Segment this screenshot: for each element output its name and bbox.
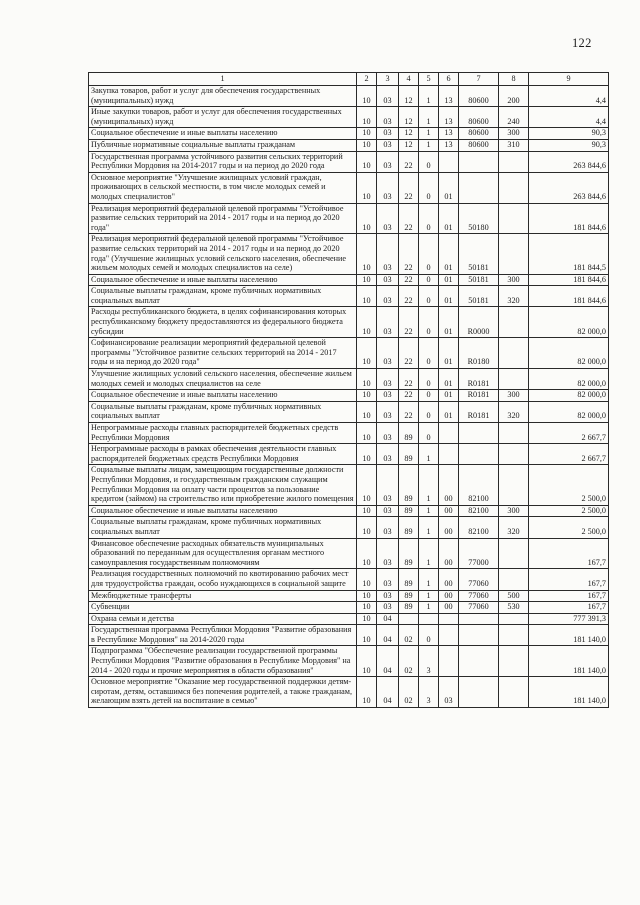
- row-code-subsection: 03: [377, 128, 399, 140]
- table-row: [89, 401, 609, 422]
- row-code-activity: 01: [439, 234, 459, 274]
- row-code-subsection: 03: [377, 444, 399, 465]
- row-amount: 4,4: [529, 86, 609, 107]
- row-code-activity: 13: [439, 139, 459, 151]
- row-code-subprogram: 0: [419, 625, 439, 646]
- row-code-program: 89: [399, 590, 419, 602]
- row-code-direction: [459, 172, 499, 203]
- row-code-subprogram: 0: [419, 338, 439, 369]
- row-code-program: 22: [399, 172, 419, 203]
- row-code-activity: 00: [439, 590, 459, 602]
- row-amount: 167,7: [529, 569, 609, 590]
- column-header: 2: [357, 73, 377, 86]
- column-header: 4: [399, 73, 419, 86]
- row-code-program: 89: [399, 505, 419, 517]
- row-code-section: 10: [357, 444, 377, 465]
- row-code-subprogram: 3: [419, 646, 439, 677]
- row-code-program: 12: [399, 139, 419, 151]
- row-code-section: 10: [357, 107, 377, 128]
- row-code-expense-type: [499, 423, 529, 444]
- row-code-program: 12: [399, 128, 419, 140]
- row-code-subprogram: 0: [419, 286, 439, 307]
- row-amount: 181 140,0: [529, 677, 609, 708]
- row-code-direction: R0181: [459, 369, 499, 390]
- row-code-section: 10: [357, 423, 377, 444]
- row-code-subsection: 03: [377, 151, 399, 172]
- row-amount: 263 844,6: [529, 172, 609, 203]
- table-row: [89, 569, 609, 590]
- row-code-section: 10: [357, 517, 377, 538]
- row-code-subsection: 03: [377, 234, 399, 274]
- row-code-section: 10: [357, 139, 377, 151]
- row-code-direction: [459, 646, 499, 677]
- row-name: Иные закупки товаров, работ и услуг для обеспечения государственных (муниципальных) нужд: [89, 107, 357, 128]
- row-code-section: 10: [357, 286, 377, 307]
- row-code-direction: 80600: [459, 86, 499, 107]
- row-code-activity: 01: [439, 274, 459, 286]
- row-code-activity: 13: [439, 128, 459, 140]
- row-code-activity: 13: [439, 86, 459, 107]
- table-row: [89, 338, 609, 369]
- row-code-direction: 50181: [459, 234, 499, 274]
- row-code-subsection: 03: [377, 569, 399, 590]
- row-code-activity: 01: [439, 286, 459, 307]
- row-code-expense-type: [499, 151, 529, 172]
- row-code-subprogram: 1: [419, 465, 439, 505]
- table-row: [89, 613, 609, 625]
- table-row: [89, 234, 609, 274]
- row-code-subprogram: 1: [419, 517, 439, 538]
- table-row: [89, 625, 609, 646]
- row-code-expense-type: 300: [499, 390, 529, 402]
- row-code-expense-type: [499, 625, 529, 646]
- row-amount: 82 000,0: [529, 307, 609, 338]
- row-code-expense-type: 310: [499, 139, 529, 151]
- row-code-subprogram: 3: [419, 677, 439, 708]
- row-name: Улучшение жилищных условий сельского населения, обеспечение жильем молодых семей и молодых специалистов на селе: [89, 369, 357, 390]
- row-name: Софинансирование реализации мероприятий федеральной целевой программы "Устойчивое развитие сельских территорий на 2014 - 2017 годы и на период до 2020 года": [89, 338, 357, 369]
- row-code-subsection: 03: [377, 590, 399, 602]
- row-amount: 181 844,6: [529, 274, 609, 286]
- row-code-expense-type: 320: [499, 401, 529, 422]
- row-code-program: 02: [399, 646, 419, 677]
- table-row: [89, 646, 609, 677]
- row-code-subprogram: 1: [419, 139, 439, 151]
- row-amount: 2 500,0: [529, 505, 609, 517]
- row-code-activity: 00: [439, 602, 459, 614]
- table-row: [89, 517, 609, 538]
- row-code-subprogram: 1: [419, 86, 439, 107]
- row-amount: 2 667,7: [529, 444, 609, 465]
- row-code-subsection: 03: [377, 172, 399, 203]
- row-amount: 2 667,7: [529, 423, 609, 444]
- row-code-expense-type: [499, 203, 529, 234]
- row-code-section: 10: [357, 538, 377, 569]
- row-amount: 82 000,0: [529, 390, 609, 402]
- row-code-activity: 00: [439, 517, 459, 538]
- row-amount: 90,3: [529, 128, 609, 140]
- row-code-program: 89: [399, 517, 419, 538]
- row-code-section: 10: [357, 625, 377, 646]
- row-code-section: 10: [357, 465, 377, 505]
- column-header: 5: [419, 73, 439, 86]
- column-header: 6: [439, 73, 459, 86]
- row-name: Закупка товаров, работ и услуг для обеспечения государственных (муниципальных) нужд: [89, 86, 357, 107]
- row-code-expense-type: [499, 569, 529, 590]
- row-code-program: 22: [399, 307, 419, 338]
- row-code-expense-type: 320: [499, 286, 529, 307]
- row-code-subsection: 03: [377, 139, 399, 151]
- row-code-subprogram: 0: [419, 423, 439, 444]
- row-code-activity: 01: [439, 307, 459, 338]
- row-name: Непрограммные расходы главных распорядителей бюджетных средств Республики Мордовия: [89, 423, 357, 444]
- row-code-subsection: 03: [377, 602, 399, 614]
- row-code-direction: 80600: [459, 128, 499, 140]
- table-row: [89, 505, 609, 517]
- column-header: 3: [377, 73, 399, 86]
- row-code-section: 10: [357, 646, 377, 677]
- table-row: [89, 590, 609, 602]
- row-code-direction: 82100: [459, 517, 499, 538]
- row-code-program: 12: [399, 107, 419, 128]
- row-name: Субвенции: [89, 602, 357, 614]
- row-code-section: 10: [357, 390, 377, 402]
- row-name: Социальное обеспечение и иные выплаты населению: [89, 274, 357, 286]
- table-row: [89, 286, 609, 307]
- row-code-direction: 50181: [459, 286, 499, 307]
- row-code-direction: 50180: [459, 203, 499, 234]
- row-name: Охрана семьи и детства: [89, 613, 357, 625]
- row-code-expense-type: [499, 172, 529, 203]
- row-code-subsection: 04: [377, 625, 399, 646]
- row-amount: 181 844,6: [529, 286, 609, 307]
- row-amount: 181 844,6: [529, 203, 609, 234]
- row-code-subprogram: 1: [419, 602, 439, 614]
- row-code-program: 89: [399, 538, 419, 569]
- row-code-subprogram: 0: [419, 369, 439, 390]
- row-name: Реализация мероприятий федеральной целевой программы "Устойчивое развитие сельских территорий на 2014 - 2017 годы и на период до 2020 года" (Улучшение жилищных условий сельского населения, обеспечение жильем молодых семей и молодых специалистов на селе): [89, 234, 357, 274]
- row-code-activity: 13: [439, 107, 459, 128]
- row-name: Публичные нормативные социальные выплаты гражданам: [89, 139, 357, 151]
- row-amount: 167,7: [529, 602, 609, 614]
- column-header: 1: [89, 73, 357, 86]
- row-code-subsection: 03: [377, 307, 399, 338]
- row-amount: 90,3: [529, 139, 609, 151]
- row-code-section: 10: [357, 172, 377, 203]
- row-name: Социальное обеспечение и иные выплаты населению: [89, 505, 357, 517]
- table-row: [89, 538, 609, 569]
- row-code-subsection: 03: [377, 203, 399, 234]
- table-row: [89, 390, 609, 402]
- row-code-direction: [459, 423, 499, 444]
- row-code-subprogram: 1: [419, 538, 439, 569]
- row-code-expense-type: 300: [499, 505, 529, 517]
- row-code-subprogram: [419, 613, 439, 625]
- row-code-program: 12: [399, 86, 419, 107]
- page-number: 122: [572, 36, 592, 50]
- row-code-subsection: 04: [377, 646, 399, 677]
- column-number-row: [89, 73, 609, 86]
- row-code-expense-type: 200: [499, 86, 529, 107]
- row-name: Расходы республиканского бюджета, в целях софинансирования которых республиканскому бюджету предоставляются из федерального бюджета субсидии: [89, 307, 357, 338]
- row-code-direction: 80600: [459, 107, 499, 128]
- row-name: Финансовое обеспечение расходных обязательств муниципальных образований по переданным для осуществления органам местного самоуправления государственным полномочиям: [89, 538, 357, 569]
- row-code-direction: 50181: [459, 274, 499, 286]
- row-code-expense-type: 240: [499, 107, 529, 128]
- row-code-subprogram: 0: [419, 307, 439, 338]
- row-code-activity: 01: [439, 172, 459, 203]
- row-code-section: 10: [357, 613, 377, 625]
- row-code-activity: 01: [439, 390, 459, 402]
- row-code-subsection: 03: [377, 465, 399, 505]
- row-code-expense-type: [499, 369, 529, 390]
- row-amount: 181 140,0: [529, 625, 609, 646]
- row-code-subprogram: 1: [419, 505, 439, 517]
- row-code-program: 22: [399, 390, 419, 402]
- row-amount: 181 140,0: [529, 646, 609, 677]
- row-code-direction: 77060: [459, 569, 499, 590]
- row-code-program: 22: [399, 274, 419, 286]
- row-code-activity: [439, 646, 459, 677]
- row-code-expense-type: [499, 677, 529, 708]
- row-code-activity: 01: [439, 338, 459, 369]
- row-code-expense-type: [499, 538, 529, 569]
- column-header: 7: [459, 73, 499, 86]
- row-name: Основное мероприятие "Оказание мер государственной поддержки детям-сиротам, детям, оставшимся без попечения родителей, а также гражданам, желающим взять детей на воспитание в семью": [89, 677, 357, 708]
- row-code-program: 02: [399, 677, 419, 708]
- row-code-subsection: 03: [377, 86, 399, 107]
- table-body: [89, 86, 609, 708]
- table-row: [89, 172, 609, 203]
- row-amount: 82 000,0: [529, 369, 609, 390]
- row-code-section: 10: [357, 401, 377, 422]
- table-row: [89, 151, 609, 172]
- row-code-program: 89: [399, 569, 419, 590]
- row-name: Социальное обеспечение и иные выплаты населению: [89, 128, 357, 140]
- row-name: Социальные выплаты лицам, замещающим государственные должности Республики Мордовия, и государственным гражданским служащим Республики Мордовия на оплату части процентов за пользование кредитом (займом) на строительство или приобретение жилого помещения: [89, 465, 357, 505]
- row-code-activity: 00: [439, 569, 459, 590]
- row-code-subsection: 04: [377, 613, 399, 625]
- table-row: [89, 444, 609, 465]
- row-code-program: 22: [399, 369, 419, 390]
- row-code-expense-type: 500: [499, 590, 529, 602]
- row-name: Реализация государственных полномочий по квотированию рабочих мест для трудоустройства граждан, особо нуждающихся в социальной защите: [89, 569, 357, 590]
- row-code-direction: R0181: [459, 401, 499, 422]
- row-code-subsection: 03: [377, 286, 399, 307]
- row-code-subsection: 03: [377, 401, 399, 422]
- table-row: [89, 86, 609, 107]
- row-code-section: 10: [357, 151, 377, 172]
- row-amount: 2 500,0: [529, 517, 609, 538]
- row-code-subprogram: 0: [419, 203, 439, 234]
- row-code-subprogram: 0: [419, 234, 439, 274]
- row-amount: 82 000,0: [529, 338, 609, 369]
- row-code-subprogram: 1: [419, 444, 439, 465]
- row-code-expense-type: 530: [499, 602, 529, 614]
- row-code-subprogram: 1: [419, 590, 439, 602]
- table-row: [89, 107, 609, 128]
- row-name: Социальные выплаты гражданам, кроме публичных нормативных социальных выплат: [89, 517, 357, 538]
- row-code-section: 10: [357, 677, 377, 708]
- row-code-subprogram: 0: [419, 172, 439, 203]
- row-name: Социальные выплаты гражданам, кроме публичных нормативных социальных выплат: [89, 401, 357, 422]
- row-code-section: 10: [357, 569, 377, 590]
- table-row: [89, 203, 609, 234]
- row-code-section: 10: [357, 234, 377, 274]
- row-amount: 82 000,0: [529, 401, 609, 422]
- table-row: [89, 274, 609, 286]
- row-code-activity: [439, 625, 459, 646]
- row-code-subsection: 03: [377, 517, 399, 538]
- row-amount: 4,4: [529, 107, 609, 128]
- row-code-program: 22: [399, 338, 419, 369]
- row-code-program: 89: [399, 465, 419, 505]
- row-code-expense-type: [499, 234, 529, 274]
- row-code-expense-type: [499, 465, 529, 505]
- row-code-expense-type: [499, 307, 529, 338]
- row-code-subsection: 04: [377, 677, 399, 708]
- table-row: [89, 369, 609, 390]
- row-name: Основное мероприятие "Улучшение жилищных условий граждан, проживающих в сельской местности, в том числе молодых семей и молодых специалистов": [89, 172, 357, 203]
- row-code-program: 89: [399, 444, 419, 465]
- row-code-program: 22: [399, 286, 419, 307]
- row-code-expense-type: [499, 338, 529, 369]
- row-code-activity: 01: [439, 369, 459, 390]
- row-code-direction: R0000: [459, 307, 499, 338]
- row-code-direction: [459, 151, 499, 172]
- row-code-subsection: 03: [377, 338, 399, 369]
- row-code-subsection: 03: [377, 107, 399, 128]
- row-code-section: 10: [357, 590, 377, 602]
- row-code-section: 10: [357, 307, 377, 338]
- row-code-section: 10: [357, 128, 377, 140]
- row-code-activity: [439, 613, 459, 625]
- row-code-direction: 80600: [459, 139, 499, 151]
- row-code-activity: [439, 423, 459, 444]
- row-name: Социальное обеспечение и иные выплаты населению: [89, 390, 357, 402]
- row-code-program: 89: [399, 423, 419, 444]
- row-code-subprogram: 0: [419, 401, 439, 422]
- row-code-section: 10: [357, 505, 377, 517]
- table-row: [89, 423, 609, 444]
- row-code-expense-type: 300: [499, 274, 529, 286]
- budget-table: [88, 72, 609, 708]
- row-code-direction: [459, 444, 499, 465]
- table-row: [89, 128, 609, 140]
- row-code-direction: [459, 677, 499, 708]
- row-code-section: 10: [357, 338, 377, 369]
- row-code-expense-type: 320: [499, 517, 529, 538]
- row-code-section: 10: [357, 602, 377, 614]
- row-code-section: 10: [357, 86, 377, 107]
- row-code-activity: 01: [439, 203, 459, 234]
- row-code-subsection: 03: [377, 423, 399, 444]
- row-code-subprogram: 0: [419, 274, 439, 286]
- row-code-subprogram: 0: [419, 390, 439, 402]
- row-code-direction: [459, 613, 499, 625]
- row-code-section: 10: [357, 274, 377, 286]
- row-code-direction: R0181: [459, 390, 499, 402]
- row-code-program: 22: [399, 401, 419, 422]
- row-name: Государственная программа устойчивого развития сельских территорий Республики Мордовия на 2014-2017 годы и на период до 2020 года: [89, 151, 357, 172]
- row-code-expense-type: 300: [499, 128, 529, 140]
- row-code-subprogram: 1: [419, 107, 439, 128]
- row-code-expense-type: [499, 613, 529, 625]
- table-row: [89, 307, 609, 338]
- row-name: Подпрограмма "Обеспечение реализации государственной программы Республики Мордовия "Развитие образования в Республике Мордовия" на 2014 - 2020 годы и прочие мероприятия в области образования": [89, 646, 357, 677]
- row-name: Реализация мероприятий федеральной целевой программы "Устойчивое развитие сельских территорий на 2014 - 2017 годы и на период до 2020 года": [89, 203, 357, 234]
- row-amount: 2 500,0: [529, 465, 609, 505]
- row-code-section: 10: [357, 369, 377, 390]
- row-code-activity: 00: [439, 465, 459, 505]
- table-row: [89, 465, 609, 505]
- column-header: 9: [529, 73, 609, 86]
- row-name: Социальные выплаты гражданам, кроме публичных нормативных социальных выплат: [89, 286, 357, 307]
- row-code-expense-type: [499, 646, 529, 677]
- row-code-activity: [439, 444, 459, 465]
- table-row: [89, 139, 609, 151]
- table-row: [89, 602, 609, 614]
- column-header: 8: [499, 73, 529, 86]
- row-code-subsection: 03: [377, 538, 399, 569]
- row-amount: 263 844,6: [529, 151, 609, 172]
- row-code-direction: 77060: [459, 602, 499, 614]
- row-name: Государственная программа Республики Мордовия "Развитие образования в Республике Мордовия" на 2014-2020 годы: [89, 625, 357, 646]
- row-code-direction: 82100: [459, 465, 499, 505]
- table-row: [89, 677, 609, 708]
- row-code-direction: [459, 625, 499, 646]
- row-code-direction: R0180: [459, 338, 499, 369]
- row-code-activity: 01: [439, 401, 459, 422]
- row-code-direction: 77000: [459, 538, 499, 569]
- row-code-program: [399, 613, 419, 625]
- row-amount: 181 844,5: [529, 234, 609, 274]
- row-code-subsection: 03: [377, 505, 399, 517]
- row-amount: 167,7: [529, 590, 609, 602]
- row-code-activity: 00: [439, 538, 459, 569]
- row-code-subprogram: 0: [419, 151, 439, 172]
- row-code-program: 89: [399, 602, 419, 614]
- row-name: Межбюджетные трансферты: [89, 590, 357, 602]
- row-code-subprogram: 1: [419, 569, 439, 590]
- row-code-section: 10: [357, 203, 377, 234]
- row-code-program: 22: [399, 151, 419, 172]
- row-code-subsection: 03: [377, 369, 399, 390]
- row-amount: 777 391,3: [529, 613, 609, 625]
- row-amount: 167,7: [529, 538, 609, 569]
- row-code-program: 22: [399, 203, 419, 234]
- row-code-activity: 00: [439, 505, 459, 517]
- row-code-program: 02: [399, 625, 419, 646]
- row-code-activity: 03: [439, 677, 459, 708]
- row-code-program: 22: [399, 234, 419, 274]
- row-code-expense-type: [499, 444, 529, 465]
- row-code-direction: 77060: [459, 590, 499, 602]
- row-code-subsection: 03: [377, 274, 399, 286]
- row-code-subprogram: 1: [419, 128, 439, 140]
- row-code-direction: 82100: [459, 505, 499, 517]
- row-code-subsection: 03: [377, 390, 399, 402]
- row-name: Непрограммные расходы в рамках обеспечения деятельности главных распорядителей бюджетных средств Республики Мордовия: [89, 444, 357, 465]
- row-code-activity: [439, 151, 459, 172]
